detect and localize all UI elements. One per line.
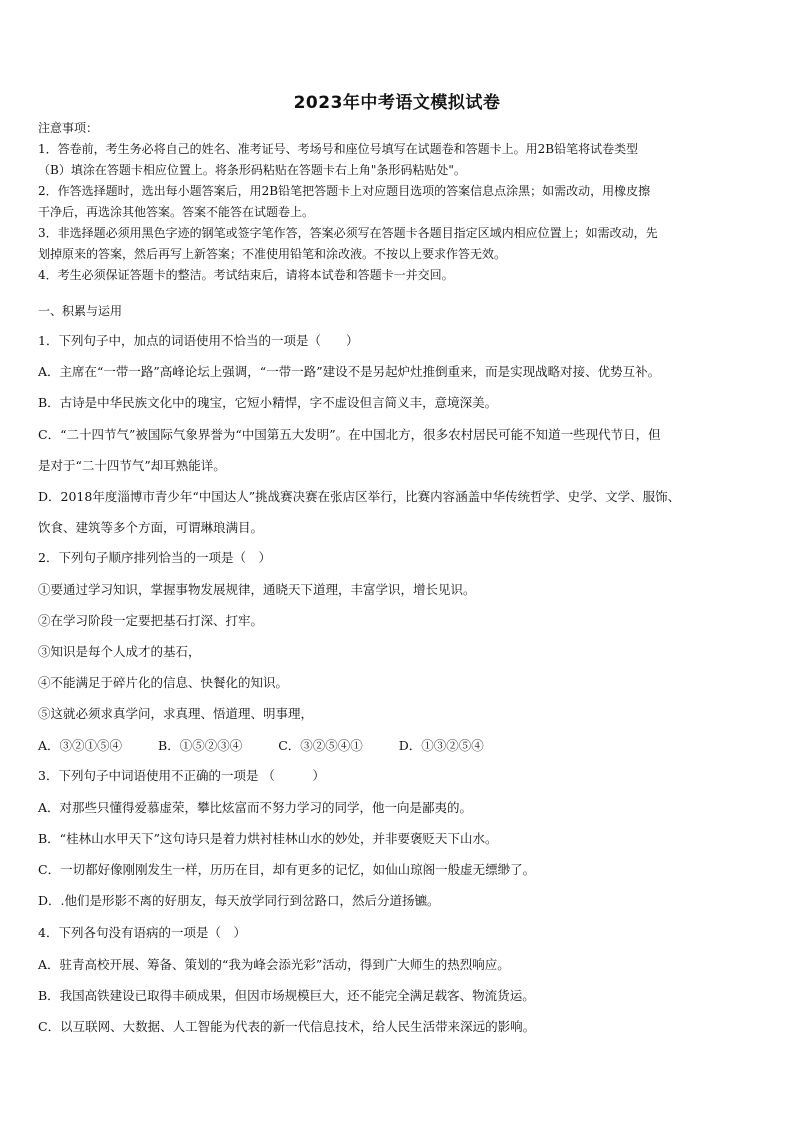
option-line: C．一切都好像刚刚发生一样，历历在目，却有更多的记忆，如仙山琼阁一般虚无缥缈了。 (38, 862, 536, 877)
question-1: 1．下列句子中，加点的词语使用不恰当的一项是（ ） (38, 333, 359, 348)
option-line: D．2018年度淄博市青少年“中国达人”挑战赛决赛在张店区举行，比赛内容涵盖中华传统哲学、史学、文学、服饰、 (38, 489, 681, 504)
option-line: B．古诗是中华民族文化中的瑰宝，它短小精悍，字不虚设但言简义丰，意境深美。 (38, 395, 498, 410)
question-2: 2．下列句子顺序排列恰当的一项是（ ） (38, 550, 271, 565)
option-line: C．“二十四节气”被国际气象界誉为“中国第五大发明”。在中国北方，很多农村居民可能不知道一些现代节日，但 (38, 427, 661, 442)
option-line: 饮食、建筑等多个方面，可谓琳琅满目。 (38, 520, 264, 535)
option-line: A．主席在“一带一路”高峰论坛上强调，“一带一路”建设不是另起炉灶推倒重来，而是实现战略对接、优势互补。 (38, 364, 661, 379)
notice-item: 1．答卷前，考生务必将自己的姓名、准考证号、考场号和座位号填写在试题卷和答题卡上。用2B铅笔将试卷类型 (38, 142, 639, 156)
notice-item: 干净后，再选涂其他答案。答案不能答在试题卷上。 (38, 205, 315, 219)
notice-item: 2．作答选择题时，选出每小题答案后，用2B铅笔把答题卡上对应题目选项的答案信息点涂黑；如需改动，用橡皮擦 (38, 184, 651, 198)
option-line: B．“桂林山水甲天下”这句诗只是着力烘衬桂林山水的妙处，并非要褒贬天下山水。 (38, 831, 498, 846)
notice-item: 划掉原来的答案，然后再写上新答案；不准使用铅笔和涂改液。不按以上要求作答无效。 (38, 247, 507, 261)
sentence-line: ④不能满足于碎片化的信息、快餐化的知识。 (38, 675, 289, 690)
question-3: 3．下列句子中词语使用不正确的一项是 （ ） (38, 768, 325, 783)
option-line: C．以互联网、大数据、人工智能为代表的新一代信息技术，给人民生活带来深远的影响。 (38, 1019, 536, 1034)
question-2-options (38, 736, 760, 754)
sentence-line: ③知识是每个人成才的基石， (38, 644, 201, 659)
notice-heading: 注意事项： (38, 121, 99, 135)
option-d: D．①③②⑤④ (398, 738, 484, 753)
option-line: 是对于“二十四节气”却耳熟能详。 (38, 458, 226, 473)
sentence-line: ②在学习阶段一定要把基石打深、打牢。 (38, 613, 264, 628)
option-line: B．我国高铁建设已取得丰硕成果，但因市场规模巨大，还不能完全满足载客、物流货运。 (38, 988, 535, 1003)
option-b: B．①⑤②③④ (158, 738, 243, 753)
notice-item: （B）填涂在答题卡相应位置上。将条形码粘贴在答题卡右上角"条形码粘贴处"。 (38, 163, 466, 177)
option-line: A．对那些只懂得爱慕虚荣，攀比炫富而不努力学习的同学，他一向是鄙夷的。 (38, 800, 473, 815)
page-title: 2023年中考语文模拟试卷 (293, 93, 501, 113)
sentence-line: ⑤这就必须求真学问，求真理、悟道理、明事理， (38, 706, 314, 721)
option-line: A．驻青高校开展、筹备、策划的“我为峰会添光彩”活动，得到广大师生的热烈响应。 (38, 957, 510, 972)
option-a: A．③②①⑤④ (38, 738, 123, 753)
section-heading: 一、积累与运用 (38, 304, 123, 318)
notice-item: 3．非选择题必须用黑色字迹的钢笔或签字笔作答，答案必须写在答题卡各题目指定区域内相应位置上；如需改动，先 (38, 226, 658, 240)
notice-item: 4．考生必须保证答题卡的整洁。考试结束后，请将本试卷和答题卡一并交回。 (38, 268, 454, 282)
option-c: C．③②⑤④① (278, 738, 363, 753)
sentence-line: ①要通过学习知识，掌握事物发展规律，通晓天下道理，丰富学识，增长见识。 (38, 582, 476, 597)
notice-block (38, 118, 760, 286)
question-4: 4．下列各句没有语病的一项是（ ） (38, 925, 246, 940)
option-line: D．.他们是形影不离的好朋友，每天放学同行到岔路口，然后分道扬镳。 (38, 893, 440, 908)
